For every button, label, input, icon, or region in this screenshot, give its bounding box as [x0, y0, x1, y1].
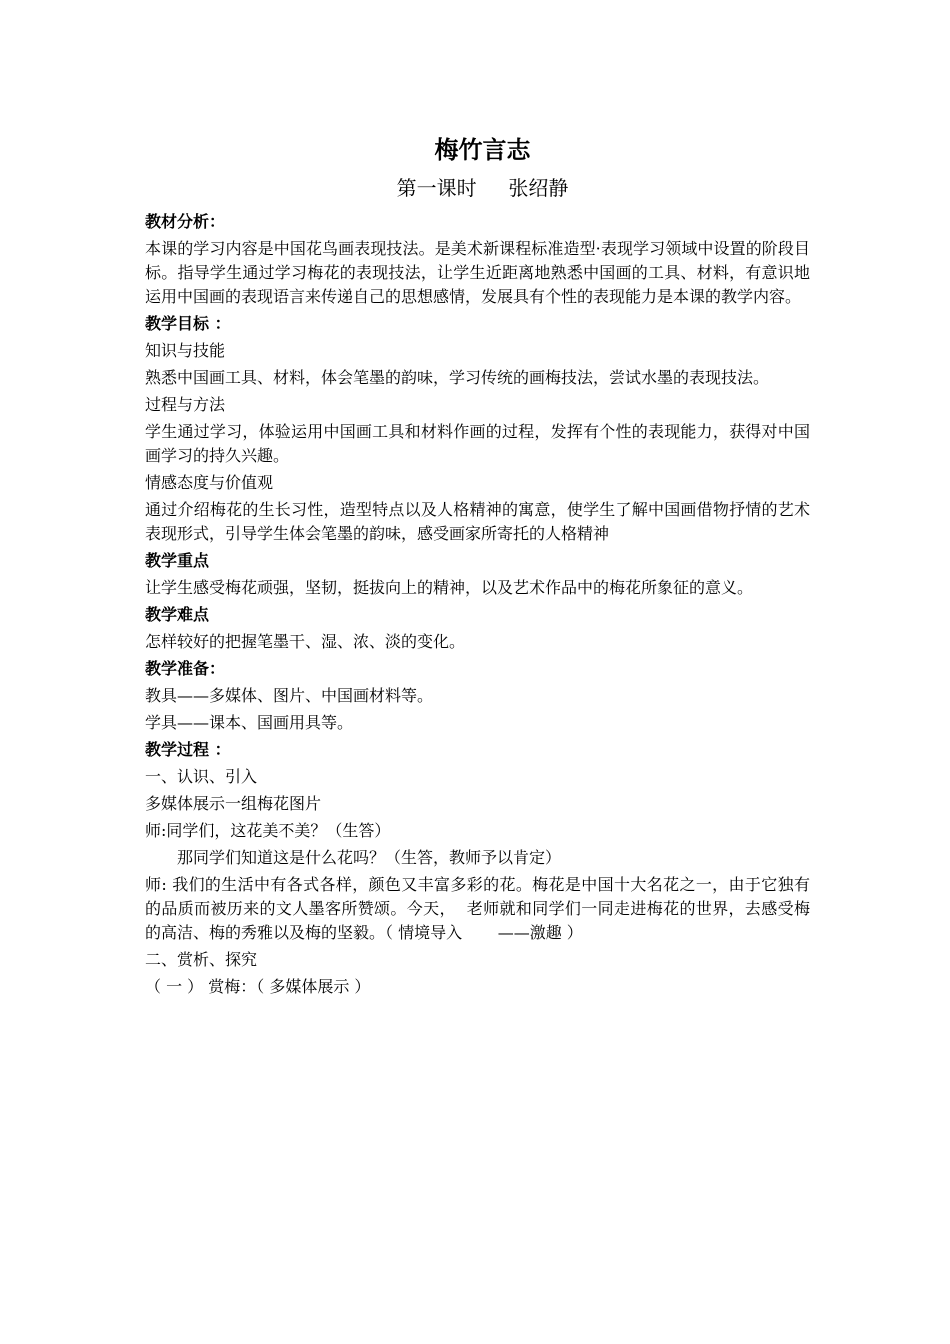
- paragraph-teacher-tools: 教具——多媒体、图片、中国画材料等。: [145, 686, 434, 705]
- heading-teaching-focus: 教学重点: [145, 551, 210, 570]
- heading-teaching-goals: 教学目标 ：: [145, 314, 231, 333]
- heading-teaching-preparation: 教学准备：: [145, 659, 226, 678]
- document-subtitle: 第一课时 张绍静: [396, 176, 569, 200]
- heading-textbook-analysis: 教材分析：: [145, 212, 226, 231]
- paragraph-teacher-followup: 那同学们知道这是什么花吗？（生答，教师予以肯定）: [177, 848, 562, 867]
- paragraph-emotion-values-label: 情感态度与价值观: [145, 473, 274, 492]
- paragraph-step-one: 一、认识、引入: [145, 767, 258, 786]
- document-page: [145, 132, 810, 1002]
- paragraph-step-two: 二、赏析、探究: [145, 950, 258, 969]
- paragraph-teaching-focus: 让学生感受梅花顽强，坚韧，挺拔向上的精神，以及艺术作品中的梅花所象征的意义。: [145, 578, 754, 597]
- paragraph-teaching-difficulty: 怎样较好的把握笔墨干、湿、浓、淡的变化。: [145, 632, 466, 651]
- paragraph-teacher-question: 师:同学们，这花美不美？（生答）: [145, 821, 391, 840]
- paragraph-knowledge-skills: 熟悉中国画工具、材料，体会笔墨的韵味，学习传统的画梅技法，尝试水墨的表现技法。: [145, 368, 770, 387]
- paragraph-teacher-intro: 师: 我们的生活中有各式各样，颜色又丰富多彩的花。梅花是中国十大名花之一，由于它独有的品质而被历来的文人墨客所赞颂。今天， 老师就和同学们一同走进梅花的世界，去感受梅的高洁、梅的秀雅以及梅的坚毅。（ 情境导入 ——激趣 ）: [145, 875, 810, 942]
- paragraph-multimedia-show: 多媒体展示一组梅花图片: [145, 794, 322, 813]
- paragraph-process-method: 学生通过学习，体验运用中国画工具和材料作画的过程，发挥有个性的表现能力，获得对中国画学习的持久兴趣。: [145, 422, 810, 465]
- paragraph-process-method-label: 过程与方法: [145, 395, 226, 414]
- paragraph-textbook-analysis: 本课的学习内容是中国花鸟画表现技法。是美术新课程标准造型·表现学习领域中设置的阶段目标。指导学生通过学习梅花的表现技法，让学生近距离地熟悉中国画的工具、材料，有意识地运用中国画的表现语言来传递自己的思想感情，发展具有个性的表现能力是本课的教学内容。: [145, 239, 810, 306]
- heading-teaching-process: 教学过程 ：: [145, 740, 231, 759]
- document-title: 梅竹言志: [434, 135, 531, 164]
- paragraph-appreciate-plum: （ 一 ） 赏梅：（ 多媒体展示 ）: [145, 977, 371, 996]
- paragraph-student-tools: 学具——课本、国画用具等。: [145, 713, 354, 732]
- paragraph-emotion-values: 通过介绍梅花的生长习性，造型特点以及人格精神的寓意，使学生了解中国画借物抒情的艺术表现形式，引导学生体会笔墨的韵味，感受画家所寄托的人格精神: [145, 500, 810, 543]
- paragraph-knowledge-skills-label: 知识与技能: [145, 341, 226, 360]
- heading-teaching-difficulty: 教学难点: [145, 605, 210, 624]
